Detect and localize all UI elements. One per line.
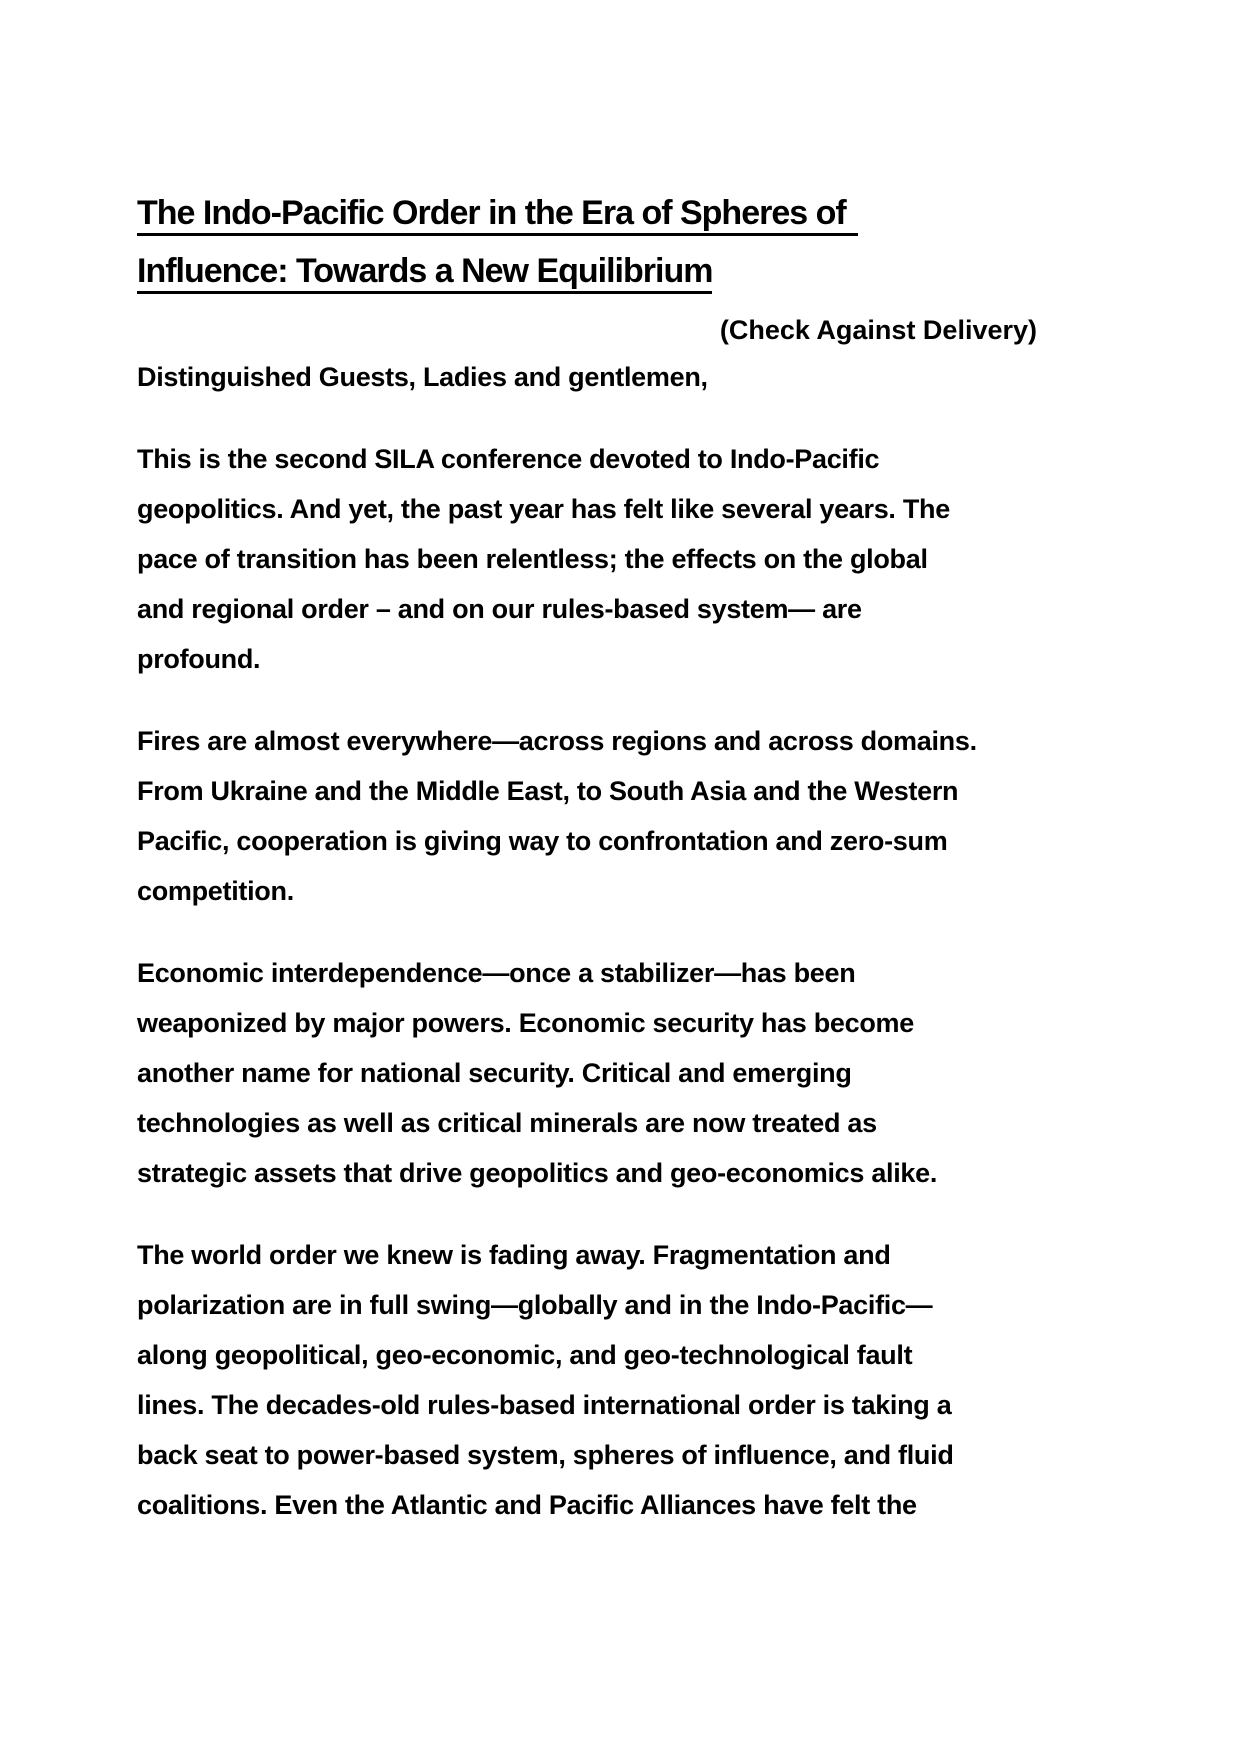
paragraph-line: Economic interdependence—once a stabilizer—has been (137, 958, 856, 988)
paragraph-line: strategic assets that drive geopolitics and geo-economics alike. (137, 1158, 938, 1188)
paragraph-line: competition. (137, 876, 294, 906)
paragraph-line: another name for national security. Critical and emerging (137, 1058, 852, 1088)
greeting-line: Distinguished Guests, Ladies and gentlemen, (137, 362, 708, 392)
delivery-note-text: (Check Against Delivery) (719, 315, 1037, 345)
paragraph-line: and regional order – and on our rules-based system— are (137, 594, 862, 624)
paragraph-line: Pacific, cooperation is giving way to confrontation and zero-sum (137, 826, 948, 856)
paragraph-line: coalitions. Even the Atlantic and Pacific Alliances have felt the (137, 1490, 917, 1520)
title-text-underlined: The Indo-Pacific Order in the Era of Spheres of (137, 194, 858, 236)
paragraph-line: geopolitics. And yet, the past year has felt like several years. The (137, 494, 950, 524)
paragraph-line: along geopolitical, geo-economic, and geo-technological fault (137, 1340, 913, 1370)
paragraph-line: This is the second SILA conference devoted to Indo-Pacific (137, 444, 880, 474)
paragraph-line: The world order we knew is fading away. Fragmentation and (137, 1240, 891, 1270)
paragraph (137, 716, 1110, 916)
paragraph (137, 948, 1110, 1198)
paragraph-line: weaponized by major powers. Economic security has become (137, 1008, 914, 1038)
greeting-paragraph (137, 352, 1110, 402)
paragraph (137, 434, 1110, 684)
title-line (137, 184, 1110, 242)
paragraph-line: From Ukraine and the Middle East, to South Asia and the Western (137, 776, 959, 806)
paragraph-line: lines. The decades-old rules-based international order is taking a (137, 1390, 952, 1420)
document-title (137, 184, 1110, 300)
paragraph-line: back seat to power-based system, spheres of influence, and fluid (137, 1440, 954, 1470)
title-line (137, 242, 1110, 300)
paragraph-line: profound. (137, 644, 261, 674)
paragraph (137, 1230, 1110, 1530)
delivery-note (137, 308, 1110, 352)
paragraph-line: polarization are in full swing—globally and in the Indo-Pacific— (137, 1290, 933, 1320)
title-text-underlined: Influence: Towards a New Equilibrium (137, 252, 712, 294)
paragraph-line: technologies as well as critical minerals are now treated as (137, 1108, 877, 1138)
paragraph-line: Fires are almost everywhere—across regions and across domains. (137, 726, 977, 756)
paragraph-line: pace of transition has been relentless; the effects on the global (137, 544, 928, 574)
